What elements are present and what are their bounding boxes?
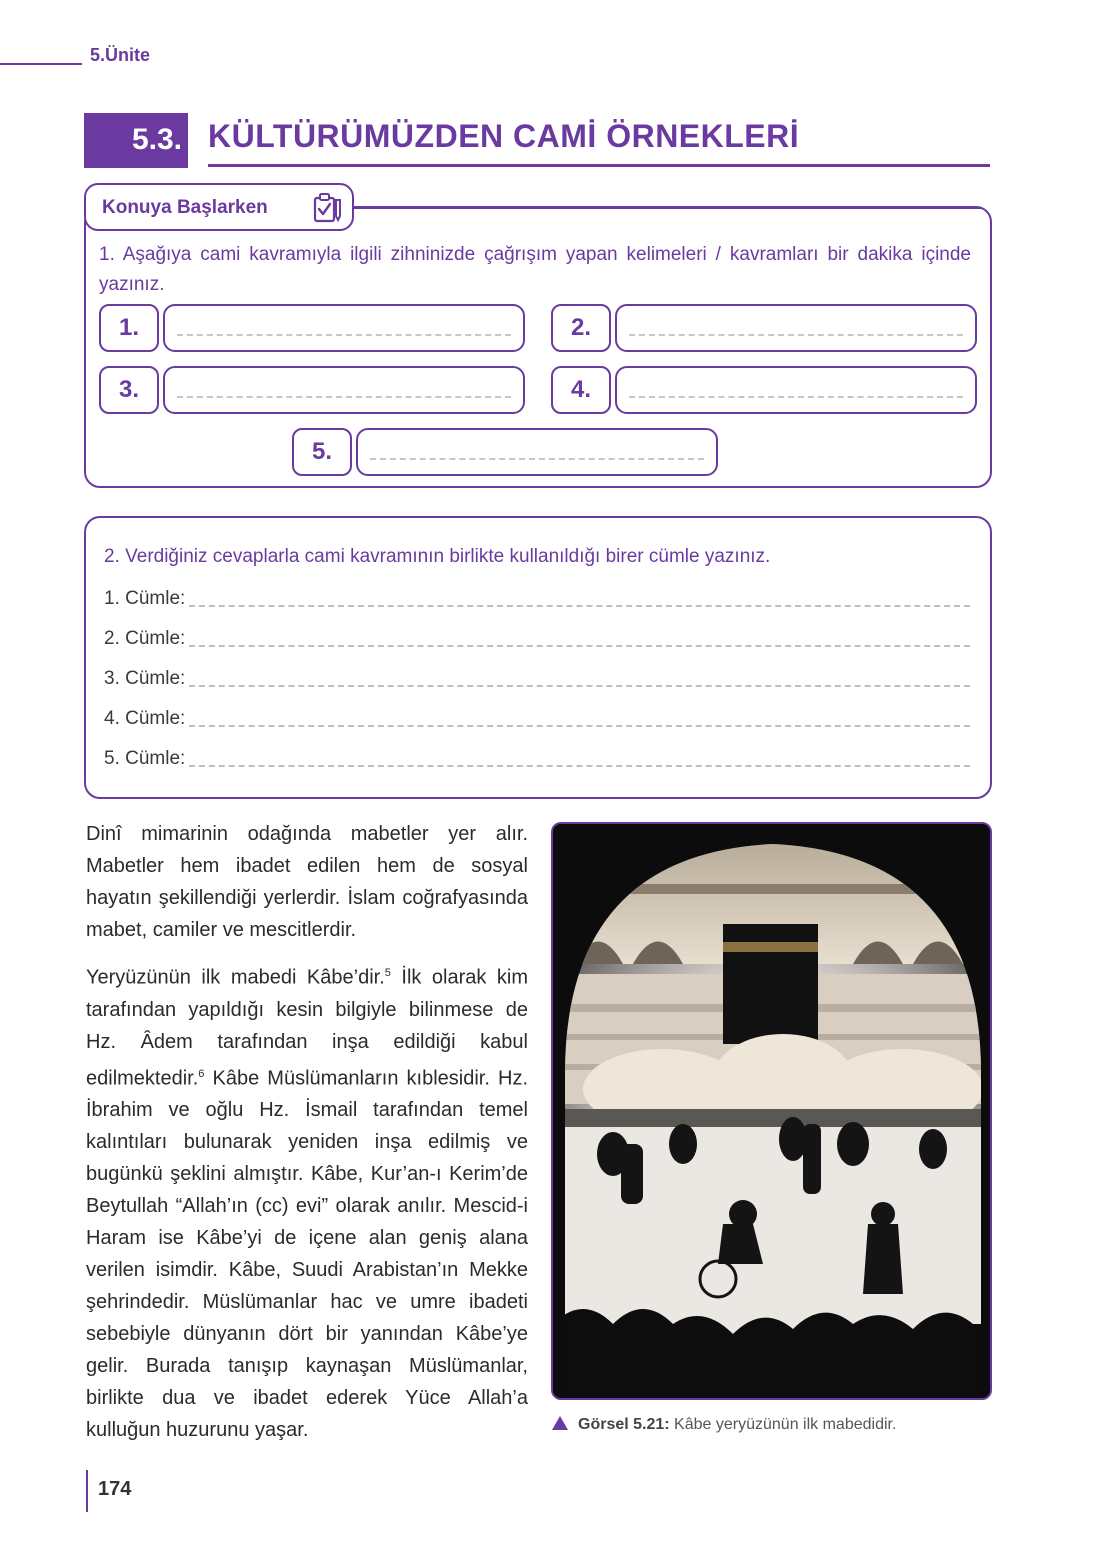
footnote-ref-6[interactable]: 6 <box>198 1067 205 1080</box>
intro-tab <box>84 183 354 231</box>
answer-field-4[interactable] <box>615 366 977 414</box>
figure-caption <box>552 1416 896 1434</box>
answer-field-2[interactable] <box>615 304 977 352</box>
sentence-line-1[interactable] <box>104 588 970 610</box>
answer-field-5[interactable] <box>356 428 718 476</box>
answer-number-4: 4. <box>551 366 611 414</box>
sentence-line-3[interactable] <box>104 668 970 690</box>
section-title: KÜLTÜRÜMÜZDEN CAMİ ÖRNEKLERİ <box>208 118 800 154</box>
sentence-line-2[interactable] <box>104 628 970 650</box>
sentence-label-2: 2. Cümle: <box>104 628 186 649</box>
figure-text: Kâbe yeryüzünün ilk mabedidir. <box>669 1416 897 1433</box>
sentence-line-5[interactable] <box>104 748 970 770</box>
unit-label: 5.Ünite <box>90 45 151 65</box>
paragraph-2: Yeryüzünün ilk mabedi Kâbe’dir.$^5$ İlk olarak kim tarafından yapıldığı kesin bilgiyle bilinmese de Hz. Âdem tarafından inşa edildiği kabul edilmektedir.$^6$ Kâbe Müslümanların kıblesidir. Hz. İbrahim ve oğlu Hz. İsmail tarafından temel kalıntıları bulunarak yeniden inşa edilmiş ve bugünkü şeklini almıştır. Kâbe, Kur’an-ı Kerim’de Beytullah “Allah’ın (cc) evi” olarak anılır. Mescid-i Haram ise Kâbe’yi de içene alan geniş alana verilen isimdir. Kâbe, Suudi Arabistan’ın Mekke şehrindedir. Müslümanlar hac ve umre ibadeti sebebiyle dünyanın dört bir yanından Kâbe’ye gelir. Burada tanışıp kaynaşan Müslümanlar, birlikte dua ve ibadet ederek Yüce Allah’a kulluğun huzurunu yaşar. <box>86 966 529 1442</box>
header-rule <box>0 63 82 65</box>
sentence-label-3: 3. Cümle: <box>104 668 186 689</box>
sentence-label-5: 5. Cümle: <box>104 748 186 769</box>
footnote-ref-5[interactable]: 5 <box>384 967 391 979</box>
answer-number-1: 1. <box>99 304 159 352</box>
question-2: 2. Verdiğiniz cevaplarla cami kavramının birlikte kullanıldığı birer cümle yazınız. <box>104 546 771 567</box>
answer-number-5: 5. <box>292 428 352 476</box>
clipboard-check-icon <box>312 192 342 224</box>
sentence-line-4[interactable] <box>104 708 970 730</box>
sentence-label-4: 4. Cümle: <box>104 708 186 729</box>
tab-divider <box>352 207 982 209</box>
page-bar <box>86 1470 88 1512</box>
figure-label: Görsel 5.21: <box>578 1416 670 1433</box>
page-number: 174 <box>98 1478 132 1500</box>
body-text <box>86 818 528 1457</box>
sentence-label-1: 1. Cümle: <box>104 588 186 609</box>
triangle-icon <box>552 1416 568 1430</box>
answer-number-3: 3. <box>99 366 159 414</box>
section-underline <box>208 164 990 167</box>
question-1: 1. Aşağıya cami kavramıyla ilgili zihninizde çağrışım yapan kelimeleri / kavramları bir dakika içinde yazınız. <box>99 244 971 295</box>
paragraph-1: Dinî mimarinin odağında mabetler yer alır. Mabetler hem ibadet edilen hem de sosyal hayatın şekillendiği yerlerdir. İslam coğrafyasında mabet, camiler ve mescitlerdir. <box>86 823 528 941</box>
answer-number-2: 2. <box>551 304 611 352</box>
answer-field-1[interactable] <box>163 304 525 352</box>
kaaba-photo <box>551 822 992 1400</box>
section-number: 5.3. <box>84 113 188 168</box>
intro-tab-label: Konuya Başlarken <box>102 197 268 218</box>
answer-field-3[interactable] <box>163 366 525 414</box>
